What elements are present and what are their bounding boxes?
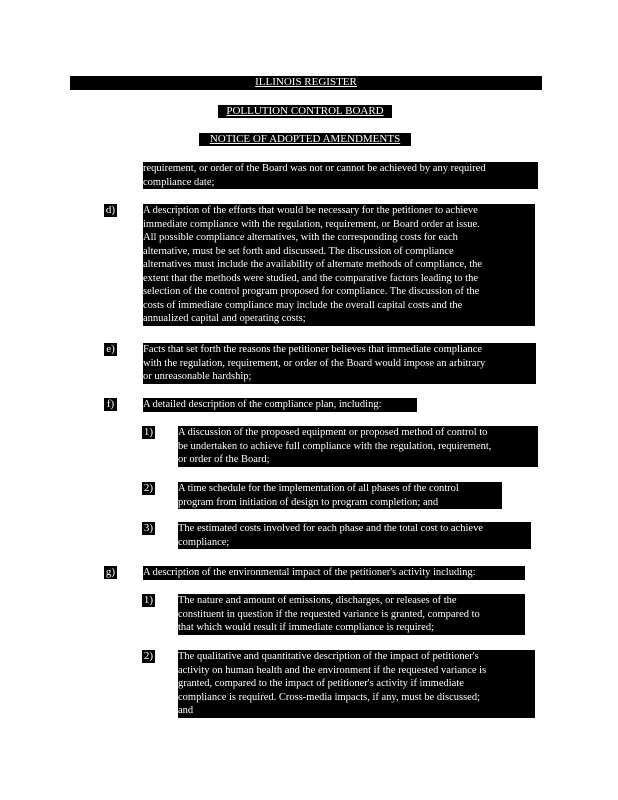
- item-e-marker: e): [104, 343, 117, 356]
- item-d-line: A description of the efforts that would be necessary for the petitioner to achieve: [143, 204, 535, 218]
- header-rule: [70, 89, 542, 90]
- item-g1-line: that which would result if immediate compliance is required;: [178, 621, 525, 635]
- item-e-line: or unreasonable hardship;: [143, 370, 536, 384]
- item-d-line: annualized capital and operating costs;: [143, 312, 535, 326]
- item-g2-marker: 2): [143, 650, 154, 662]
- item-e-line: Facts that set forth the reasons the petitioner believes that immediate compliance: [143, 343, 536, 357]
- continuation-line: requirement, or order of the Board was not or cannot be achieved by any required: [143, 162, 538, 176]
- item-g1-line: constituent in question if the requested variance is granted, compared to: [178, 608, 525, 622]
- item-d-line: selection of the control program proposed for compliance. The discussion of the: [143, 285, 535, 299]
- board-title: POLLUTION CONTROL BOARD: [218, 105, 392, 118]
- item-f2-line: program from initiation of design to program completion; and: [178, 496, 502, 510]
- item-d-line: extent that the methods were studied, and the comparative factors leading to the: [143, 272, 535, 286]
- item-f1-line: or order of the Board;: [178, 453, 538, 467]
- item-f3-line: compliance;: [178, 536, 531, 550]
- item-g1-line: The nature and amount of emissions, discharges, or releases of the: [178, 594, 525, 608]
- item-f1-line: A discussion of the proposed equipment or proposed method of control to: [178, 426, 538, 440]
- item-f3-marker: 3): [143, 522, 154, 534]
- register-title: ILLINOIS REGISTER: [70, 76, 542, 89]
- continuation-line: compliance date;: [143, 176, 538, 190]
- item-f-marker: f): [104, 398, 117, 411]
- item-d-line: alternative, must be set forth and discussed. The discussion of compliance: [143, 245, 535, 259]
- item-g1-marker: 1): [143, 594, 154, 606]
- item-f1-line: be undertaken to achieve full compliance with the regulation, requirement,: [178, 440, 538, 454]
- item-d-line: immediate compliance with the regulation, requirement, or Board order at issue.: [143, 218, 535, 232]
- item-d-line: costs of immediate compliance may include the overall capital costs and the: [143, 299, 535, 313]
- item-d-line: All possible compliance alternatives, with the corresponding costs for each: [143, 231, 535, 245]
- item-g2-line: The qualitative and quantitative description of the impact of petitioner's: [178, 650, 535, 664]
- item-g2-line: granted, compared to the impact of petitioner's activity if immediate: [178, 677, 535, 691]
- item-d-marker: d): [105, 204, 116, 216]
- item-f2-marker: 2): [143, 482, 154, 494]
- item-e-line: with the regulation, requirement, or order of the Board would impose an arbitrary: [143, 357, 536, 371]
- item-g2-line: compliance is required. Cross-media impacts, if any, must be discussed;: [178, 691, 535, 705]
- item-g2-line: activity on human health and the environment if the requested variance is: [178, 664, 535, 678]
- item-d-line: alternatives must include the availability of alternate methods of compliance, the: [143, 258, 535, 272]
- item-f-line: A detailed description of the compliance plan, including:: [143, 398, 417, 412]
- item-g2-line: and: [178, 704, 535, 718]
- item-f3-line: The estimated costs involved for each phase and the total cost to achieve: [178, 522, 531, 536]
- item-f1-marker: 1): [143, 426, 154, 438]
- item-g-line: A description of the environmental impact of the petitioner's activity including:: [143, 566, 525, 580]
- item-g-marker: g): [105, 566, 116, 578]
- notice-title: NOTICE OF ADOPTED AMENDMENTS: [199, 133, 411, 146]
- item-f2-line: A time schedule for the implementation of all phases of the control: [178, 482, 502, 496]
